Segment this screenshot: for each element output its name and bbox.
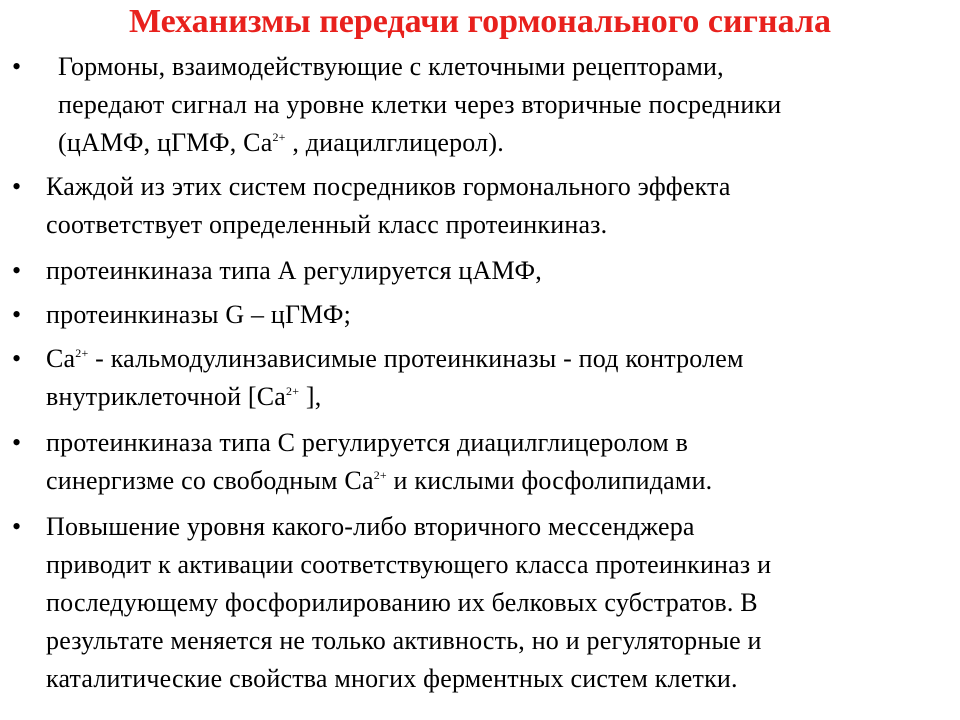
- text-line: последующему фосфорилированию их белковых субстратов. В: [46, 588, 758, 617]
- superscript: 2+: [272, 130, 286, 144]
- text-line: соответствует определенный класс протеинкиназ.: [46, 210, 608, 239]
- text-line: внутриклеточной [$Ca^{2+}$ ],: [46, 382, 322, 411]
- bullet-text: [46, 508, 946, 698]
- text-line: протеинкиназа типа А регулируется цАМФ,: [46, 256, 542, 285]
- bullet-marker: •: [12, 344, 22, 373]
- bullet-marker: •: [12, 172, 22, 201]
- bullet-text: [46, 296, 946, 334]
- text-line: Гормоны, взаимодействующие с клеточными рецепторами,: [58, 52, 724, 81]
- bullet-text: [46, 168, 946, 244]
- bullet-marker: •: [12, 512, 22, 541]
- text-line: Каждой из этих систем посредников гормонального эффекта: [46, 172, 731, 201]
- bullet-text: [46, 424, 946, 500]
- text-line: передают сигнал на уровне клетки через вторичные посредники: [58, 90, 782, 119]
- text-line: синергизме со свободным $Са^{2+}$ и кислыми фосфолипидами.: [46, 466, 713, 495]
- superscript: 2+: [373, 468, 387, 482]
- bullet-text: [58, 48, 958, 162]
- superscript: 2+: [286, 384, 300, 398]
- bullet-text: [46, 252, 946, 290]
- superscript: 2+: [75, 346, 89, 360]
- bullet-text: [46, 340, 946, 416]
- text-line: результате меняется не только активность, но и регуляторные и: [46, 626, 762, 655]
- bullet-marker: •: [12, 52, 22, 81]
- text-line: протеинкиназы G – цГМФ;: [46, 300, 352, 329]
- bullet-marker: •: [12, 256, 22, 285]
- bullet-marker: •: [12, 428, 22, 457]
- text-line: каталитические свойства многих ферментных систем клетки.: [46, 664, 738, 693]
- bullet-marker: •: [12, 300, 22, 329]
- text-line: $Ca^{2+}$ - кальмодулинзависимые протеинкиназы - под контролем: [46, 344, 744, 373]
- text-line: приводит к активации соответствующего класса протеинкиназ и: [46, 550, 772, 579]
- text-line: Повышение уровня какого-либо вторичного мессенджера: [46, 512, 695, 541]
- text-line: протеинкиназа типа С регулируется диацилглицеролом в: [46, 428, 689, 457]
- text-line: (цАМФ, цГМФ, $Ca^{2+}$ , диацилглицерол).: [58, 128, 504, 157]
- slide-title: Механизмы передачи гормонального сигнала: [129, 3, 831, 40]
